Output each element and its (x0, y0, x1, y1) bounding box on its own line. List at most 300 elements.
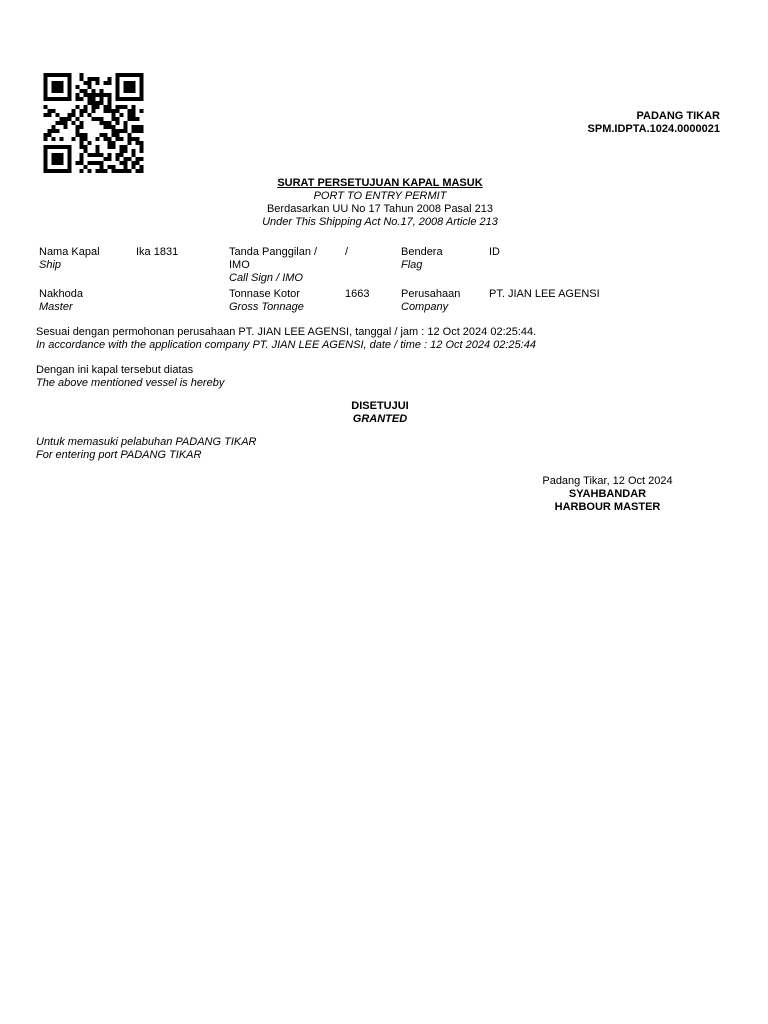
flag-value: ID (489, 246, 500, 258)
qr-module (128, 81, 132, 85)
qr-module (124, 105, 128, 109)
qr-module (96, 117, 100, 121)
qr-module (44, 145, 48, 149)
qr-module (116, 109, 120, 113)
qr-module (100, 133, 104, 137)
application-text-en: In accordance with the application company PT. JIAN LEE AGENSI, date / time : 12 Oct 2024 02:25:44 (36, 339, 536, 351)
qr-module (60, 145, 64, 149)
qr-module (64, 145, 68, 149)
qr-module (80, 153, 84, 157)
qr-module (88, 81, 92, 85)
qr-module (88, 97, 92, 101)
vessel-statement (36, 364, 224, 390)
qr-module (92, 101, 96, 105)
qr-module (60, 85, 64, 89)
qr-module (76, 129, 80, 133)
qr-module (120, 105, 124, 109)
qr-module (120, 153, 124, 157)
qr-module (60, 73, 64, 77)
qr-module (76, 97, 80, 101)
qr-module (68, 97, 72, 101)
qr-module (60, 81, 64, 85)
qr-module (92, 117, 96, 121)
qr-module (88, 161, 92, 165)
vessel-statement-en: The above mentioned vessel is hereby (36, 377, 225, 389)
qr-module (56, 97, 60, 101)
qr-module (124, 81, 128, 85)
qr-module (84, 165, 88, 169)
qr-module (84, 81, 88, 85)
qr-module (116, 89, 120, 93)
qr-module (56, 169, 60, 173)
qr-module (120, 137, 124, 141)
qr-module (72, 113, 76, 117)
qr-module (88, 85, 92, 89)
qr-module (60, 117, 64, 121)
qr-module (140, 77, 144, 81)
qr-module (60, 89, 64, 93)
qr-module (100, 153, 104, 157)
permit-header (588, 110, 720, 136)
qr-module (128, 137, 132, 141)
qr-module (132, 73, 136, 77)
qr-module (56, 81, 60, 85)
qr-module (140, 157, 144, 161)
qr-module (44, 165, 48, 169)
qr-module (68, 85, 72, 89)
qr-module (56, 161, 60, 165)
document-title (0, 177, 760, 229)
qr-module (80, 161, 84, 165)
qr-module (100, 93, 104, 97)
qr-module (128, 133, 132, 137)
qr-code-graphic (41, 73, 146, 173)
signature-title-en: HARBOUR MASTER (554, 501, 661, 513)
qr-module (128, 113, 132, 117)
qr-module (116, 105, 120, 109)
signature-title-id: SYAHBANDAR (568, 488, 647, 500)
qr-module (104, 157, 108, 161)
qr-module (60, 153, 64, 157)
qr-module (100, 169, 104, 173)
qr-module (132, 125, 136, 129)
qr-module (120, 169, 124, 173)
qr-module (44, 81, 48, 85)
qr-module (104, 169, 108, 173)
qr-module (124, 145, 128, 149)
qr-module (68, 161, 72, 165)
qr-module (124, 161, 128, 165)
qr-module (140, 81, 144, 85)
ship-value: Ika 1831 (136, 246, 179, 258)
callsign-label-en: Call Sign / IMO (229, 272, 303, 284)
qr-module (108, 81, 112, 85)
qr-module (112, 169, 116, 173)
qr-module (44, 97, 48, 101)
gt-label-cell (229, 288, 304, 314)
qr-module (108, 101, 112, 105)
qr-module (56, 85, 60, 89)
qr-module (88, 141, 92, 145)
qr-module (96, 101, 100, 105)
qr-module (100, 165, 104, 169)
qr-module (48, 113, 52, 117)
qr-module (88, 153, 92, 157)
qr-module (100, 161, 104, 165)
qr-module (112, 165, 116, 169)
qr-module (76, 125, 80, 129)
qr-module (116, 129, 120, 133)
qr-module (64, 121, 68, 125)
callsign-label-cell (229, 246, 317, 285)
qr-module (136, 161, 140, 165)
qr-module (76, 117, 80, 121)
qr-module (64, 125, 68, 129)
qr-module (124, 97, 128, 101)
qr-module (124, 121, 128, 125)
qr-module (56, 89, 60, 93)
qr-module (100, 97, 104, 101)
qr-module (128, 73, 132, 77)
qr-module (68, 81, 72, 85)
qr-module (96, 161, 100, 165)
qr-module (112, 125, 116, 129)
master-label: Nakhoda (39, 288, 84, 300)
qr-module (56, 129, 60, 133)
qr-module (80, 169, 84, 173)
qr-module (116, 153, 120, 157)
qr-module (80, 157, 84, 161)
title-english: PORT TO ENTRY PERMIT (313, 190, 447, 202)
qr-module (48, 73, 52, 77)
qr-module (80, 97, 84, 101)
qr-module (136, 97, 140, 101)
qr-module (84, 137, 88, 141)
qr-module (116, 81, 120, 85)
qr-module (84, 133, 88, 137)
qr-module (64, 73, 68, 77)
qr-module (108, 153, 112, 157)
qr-module (140, 169, 144, 173)
qr-module (56, 113, 60, 117)
qr-module (112, 141, 116, 145)
qr-module (136, 117, 140, 121)
qr-module (108, 137, 112, 141)
qr-module (96, 93, 100, 97)
qr-module (140, 93, 144, 97)
qr-module (56, 73, 60, 77)
qr-module (108, 125, 112, 129)
qr-module (76, 105, 80, 109)
legal-basis: Berdasarkan UU No 17 Tahun 2008 Pasal 213 (266, 203, 494, 215)
qr-module (120, 113, 124, 117)
qr-module (132, 113, 136, 117)
company-label-cell (401, 288, 460, 314)
qr-module (136, 73, 140, 77)
qr-module (108, 105, 112, 109)
qr-module (96, 169, 100, 173)
qr-module (48, 133, 52, 137)
qr-module (88, 101, 92, 105)
qr-module (68, 157, 72, 161)
qr-module (124, 129, 128, 133)
master-label-cell (39, 288, 83, 314)
ship-label: Nama Kapal (39, 246, 100, 258)
qr-module (108, 141, 112, 145)
qr-module (124, 165, 128, 169)
qr-module (116, 117, 120, 121)
qr-module (128, 117, 132, 121)
qr-module (136, 125, 140, 129)
qr-module (68, 117, 72, 121)
qr-module (68, 89, 72, 93)
qr-module (44, 137, 48, 141)
qr-module (60, 157, 64, 161)
qr-module (68, 153, 72, 157)
company-label-en: Company (401, 301, 449, 313)
flag-label: Bendera (401, 246, 443, 258)
qr-module (76, 133, 80, 137)
qr-module (128, 109, 132, 113)
qr-module (60, 161, 64, 165)
qr-module (88, 93, 92, 97)
qr-module (60, 137, 64, 141)
qr-module (140, 141, 144, 145)
qr-module (108, 145, 112, 149)
qr-module (116, 133, 120, 137)
qr-module (124, 73, 128, 77)
permit-number: SPM.IDPTA.1024.0000021 (587, 123, 720, 135)
qr-module (72, 137, 76, 141)
qr-module (104, 81, 108, 85)
qr-module (80, 145, 84, 149)
qr-module (140, 89, 144, 93)
qr-module (100, 121, 104, 125)
qr-module (140, 109, 144, 113)
qr-module (104, 109, 108, 113)
qr-module (132, 105, 136, 109)
qr-module (80, 73, 84, 77)
qr-module (44, 157, 48, 161)
qr-module (44, 169, 48, 173)
qr-module (56, 121, 60, 125)
qr-module (92, 109, 96, 113)
qr-module (52, 109, 56, 113)
qr-module (92, 93, 96, 97)
qr-module (44, 93, 48, 97)
qr-module (52, 85, 56, 89)
qr-module (52, 137, 56, 141)
qr-module (112, 129, 116, 133)
qr-module (108, 109, 112, 113)
qr-module (68, 93, 72, 97)
signature-block (500, 475, 715, 514)
qr-module (120, 149, 124, 153)
company-label: Perusahaan (401, 288, 461, 300)
qr-module (92, 89, 96, 93)
qr-module (112, 109, 116, 113)
qr-module (116, 97, 120, 101)
qr-module (116, 121, 120, 125)
qr-module (132, 161, 136, 165)
qr-module (124, 125, 128, 129)
qr-module (44, 73, 48, 77)
qr-module (132, 89, 136, 93)
qr-module (140, 129, 144, 133)
qr-module (132, 129, 136, 133)
company-value: PT. JIAN LEE AGENSI (489, 288, 600, 300)
gt-value: 1663 (345, 288, 370, 300)
qr-module (88, 77, 92, 81)
qr-module (52, 97, 56, 101)
flag-label-en: Flag (401, 259, 423, 271)
qr-module (80, 137, 84, 141)
qr-module (44, 153, 48, 157)
qr-module (112, 117, 116, 121)
qr-module (116, 93, 120, 97)
signature-place-date: Padang Tikar, 12 Oct 2024 (542, 475, 673, 487)
qr-module (100, 117, 104, 121)
qr-module (76, 161, 80, 165)
qr-module (116, 73, 120, 77)
qr-module (88, 113, 92, 117)
qr-module (56, 145, 60, 149)
qr-module (68, 113, 72, 117)
qr-module (92, 105, 96, 109)
qr-module (64, 97, 68, 101)
qr-module (68, 73, 72, 77)
qr-module (128, 97, 132, 101)
qr-module (72, 109, 76, 113)
qr-module (128, 141, 132, 145)
gt-label-en: Gross Tonnage (229, 301, 304, 313)
qr-module (96, 149, 100, 153)
application-text-id: Sesuai dengan permohonan perusahaan PT. JIAN LEE AGENSI, tanggal / jam : 12 Oct 2024 02:25:44. (36, 326, 537, 338)
qr-module (68, 165, 72, 169)
qr-module (44, 105, 48, 109)
qr-module (112, 133, 116, 137)
qr-module (116, 157, 120, 161)
qr-module (80, 121, 84, 125)
qr-module (104, 121, 108, 125)
qr-module (140, 125, 144, 129)
qr-code (41, 73, 146, 173)
purpose-en: For entering port PADANG TIKAR (36, 449, 202, 461)
purpose-id: Untuk memasuki pelabuhan PADANG TIKAR (36, 436, 257, 448)
qr-module (68, 169, 72, 173)
qr-module (52, 169, 56, 173)
qr-module (80, 133, 84, 137)
qr-module (80, 125, 84, 129)
qr-module (132, 149, 136, 153)
qr-module (92, 97, 96, 101)
qr-module (140, 149, 144, 153)
qr-module (128, 169, 132, 173)
qr-module (96, 153, 100, 157)
callsign-label-line2: IMO (229, 259, 250, 271)
qr-module (104, 137, 108, 141)
qr-module (52, 161, 56, 165)
ship-label-cell (39, 246, 100, 272)
qr-module (132, 81, 136, 85)
qr-module (80, 77, 84, 81)
qr-module (52, 73, 56, 77)
qr-module (84, 109, 88, 113)
qr-module (136, 169, 140, 173)
qr-module (48, 109, 52, 113)
qr-module (80, 89, 84, 93)
vessel-statement-id: Dengan ini kapal tersebut diatas (36, 364, 194, 376)
qr-module (96, 81, 100, 85)
qr-module (136, 141, 140, 145)
qr-module (132, 137, 136, 141)
qr-module (52, 153, 56, 157)
qr-module (132, 153, 136, 157)
qr-module (84, 105, 88, 109)
qr-module (68, 149, 72, 153)
qr-module (60, 121, 64, 125)
qr-module (64, 117, 68, 121)
decision-id: DISETUJUI (351, 400, 409, 412)
qr-module (140, 97, 144, 101)
qr-module (124, 89, 128, 93)
qr-module (44, 149, 48, 153)
qr-module (108, 157, 112, 161)
ship-label-en: Ship (39, 259, 62, 271)
qr-module (88, 169, 92, 173)
qr-module (124, 169, 128, 173)
qr-module (80, 141, 84, 145)
application-statement (36, 326, 536, 352)
qr-module (52, 81, 56, 85)
decision (0, 400, 760, 426)
qr-module (132, 165, 136, 169)
qr-module (136, 137, 140, 141)
qr-module (68, 145, 72, 149)
qr-module (128, 85, 132, 89)
qr-module (48, 145, 52, 149)
qr-module (112, 145, 116, 149)
qr-module (84, 93, 88, 97)
qr-module (140, 145, 144, 149)
qr-module (108, 93, 112, 97)
qr-module (56, 153, 60, 157)
qr-module (96, 105, 100, 109)
qr-module (120, 145, 124, 149)
qr-module (72, 121, 76, 125)
qr-module (104, 125, 108, 129)
qr-module (84, 89, 88, 93)
qr-module (96, 145, 100, 149)
qr-module (48, 129, 52, 133)
qr-module (128, 157, 132, 161)
qr-module (52, 157, 56, 161)
qr-module (48, 97, 52, 101)
qr-module (116, 77, 120, 81)
callsign-label-line1: Tanda Panggilan / (229, 246, 318, 258)
qr-module (132, 85, 136, 89)
qr-module (96, 77, 100, 81)
qr-module (52, 125, 56, 129)
qr-module (100, 89, 104, 93)
qr-module (140, 165, 144, 169)
qr-module (140, 85, 144, 89)
port-name: PADANG TIKAR (636, 110, 720, 122)
qr-module (60, 97, 64, 101)
qr-module (44, 85, 48, 89)
qr-module (112, 113, 116, 117)
qr-module (124, 85, 128, 89)
